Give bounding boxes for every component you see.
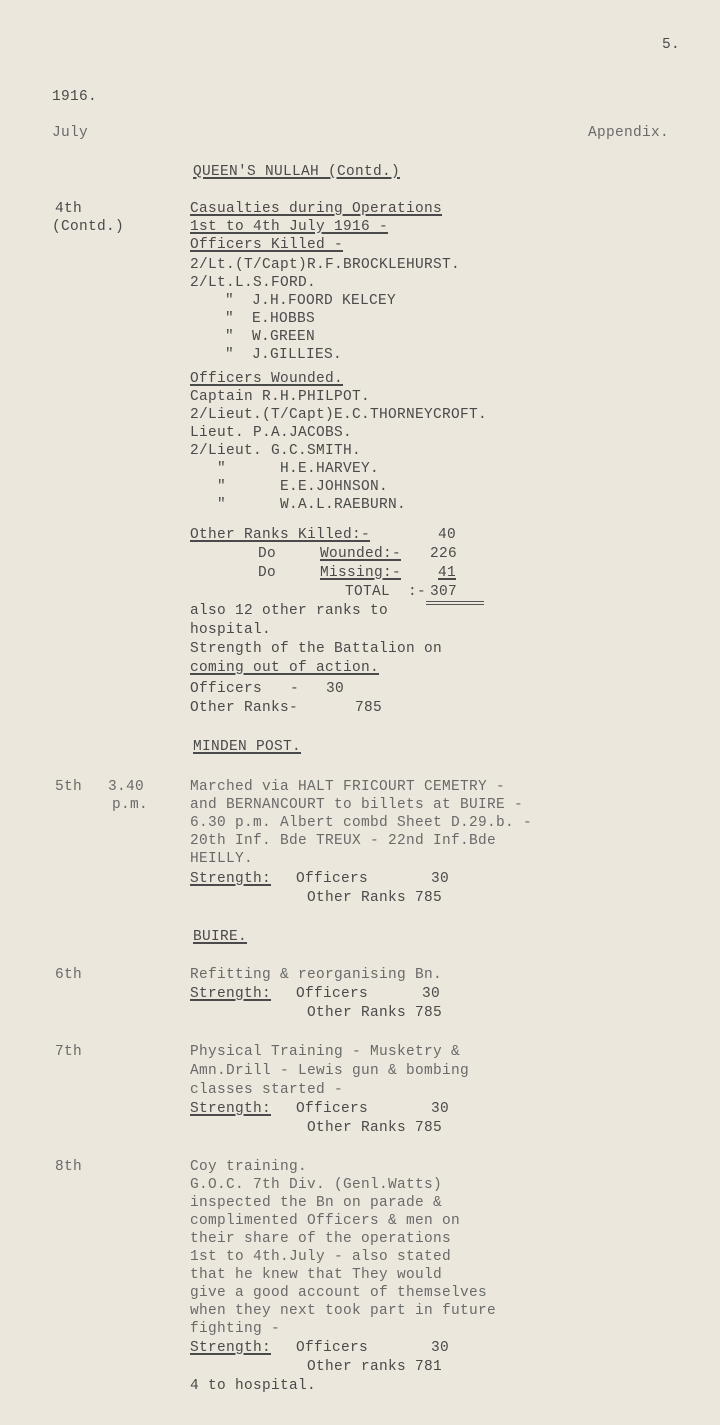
entry-date-6th: 6th: [55, 967, 83, 983]
wounded-officer: 2/Lieut. G.C.SMITH.: [190, 443, 362, 459]
entry-line: give a good account of themselves: [190, 1285, 488, 1301]
strength-other-label: Other Ranks-: [190, 700, 299, 716]
wounded-officer: Captain R.H.PHILPOT.: [190, 389, 371, 405]
total-double-underline: [426, 601, 484, 602]
entry-line: 1st to 4th.July - also stated: [190, 1249, 452, 1265]
other-ranks-missing-label: Missing:-: [320, 565, 402, 581]
officers-killed-heading: Officers Killed -: [190, 237, 344, 253]
strength-label: Strength:: [190, 1340, 272, 1356]
wounded-officer: " W.A.L.RAEBURN.: [190, 497, 407, 513]
wounded-officer: " E.E.JOHNSON.: [190, 479, 389, 495]
entry-date-7th: 7th: [55, 1044, 83, 1060]
killed-officer: " J.GILLIES.: [207, 347, 343, 363]
entry-time: 3.40: [108, 779, 145, 795]
entry-line: their share of the operations: [190, 1231, 452, 1247]
killed-officer: " J.H.FOORD KELCEY: [207, 293, 397, 309]
year: 1916.: [52, 89, 98, 105]
section-heading-queens-nullah: QUEEN'S NULLAH (Contd.): [193, 164, 401, 180]
strength-other-ranks: Other Ranks 785: [307, 1120, 443, 1136]
other-ranks-total-value: 307: [430, 584, 458, 600]
other-ranks-killed-label: Other Ranks Killed:-: [190, 527, 371, 543]
ditto-label: Do: [258, 546, 277, 562]
appendix-label: Appendix.: [588, 125, 670, 141]
also-hospital-line: also 12 other ranks to: [190, 603, 389, 619]
month: July: [52, 125, 89, 141]
entry-line: 6.30 p.m. Albert combd Sheet D.29.b. -: [190, 815, 533, 831]
other-ranks-total-label: TOTAL :-: [345, 584, 427, 600]
strength-other-ranks: Other Ranks 785: [307, 890, 443, 906]
also-hospital-line: hospital.: [190, 622, 272, 638]
strength-label: Strength:: [190, 871, 272, 887]
entry-line: fighting -: [190, 1321, 281, 1337]
other-ranks-wounded-label: Wounded:-: [320, 546, 402, 562]
entry-line: when they next took part in future: [190, 1303, 497, 1319]
killed-officer: 2/Lt.L.S.FORD.: [190, 275, 317, 291]
strength-other-value: 785: [355, 700, 383, 716]
entry-date-5th: 5th: [55, 779, 83, 795]
total-double-underline: [426, 604, 484, 605]
entry-line: Physical Training - Musketry &: [190, 1044, 461, 1060]
entry-line: inspected the Bn on parade &: [190, 1195, 443, 1211]
entry-date-note: (Contd.): [52, 219, 125, 235]
wounded-officer: " H.E.HARVEY.: [190, 461, 380, 477]
entry-line: Coy training.: [190, 1159, 308, 1175]
section-heading-buire: BUIRE.: [193, 929, 248, 945]
hospital-note: 4 to hospital.: [190, 1378, 317, 1394]
entry-line: and BERNANCOURT to billets at BUIRE -: [190, 797, 524, 813]
casualties-heading-2: 1st to 4th July 1916 -: [190, 219, 389, 235]
other-ranks-wounded-value: 226: [430, 546, 458, 562]
entry-line: complimented Officers & men on: [190, 1213, 461, 1229]
casualties-heading-1: Casualties during Operations: [190, 201, 443, 217]
entry-line: HEILLY.: [190, 851, 254, 867]
strength-officers-label: Officers: [190, 681, 263, 697]
strength-officers: Officers 30: [287, 986, 441, 1002]
other-ranks-killed-value: 40: [438, 527, 457, 543]
entry-line: Refitting & reorganising Bn.: [190, 967, 443, 983]
killed-officer: 2/Lt.(T/Capt)R.F.BROCKLEHURST.: [190, 257, 461, 273]
entry-line: Marched via HALT FRICOURT CEMETRY -: [190, 779, 506, 795]
ditto-label: Do: [258, 565, 277, 581]
strength-label: Strength:: [190, 1101, 272, 1117]
strength-other-ranks: Other Ranks 785: [307, 1005, 443, 1021]
entry-line: 20th Inf. Bde TREUX - 22nd Inf.Bde: [190, 833, 497, 849]
killed-officer: " E.HOBBS: [207, 311, 316, 327]
strength-other-ranks: Other ranks 781: [307, 1359, 443, 1375]
entry-line: Amn.Drill - Lewis gun & bombing: [190, 1063, 470, 1079]
entry-line: that he knew that They would: [190, 1267, 443, 1283]
strength-officers-value: - 30: [290, 681, 345, 697]
section-heading-minden-post: MINDEN POST.: [193, 739, 302, 755]
entry-time: p.m.: [112, 797, 149, 813]
wounded-officer: Lieut. P.A.JACOBS.: [190, 425, 353, 441]
officers-wounded-heading: Officers Wounded.: [190, 371, 344, 387]
entry-line: G.O.C. 7th Div. (Genl.Watts): [190, 1177, 443, 1193]
other-ranks-missing-value: 41: [438, 565, 457, 581]
wounded-officer: 2/Lieut.(T/Capt)E.C.THORNEYCROFT.: [190, 407, 488, 423]
strength-officers: Officers 30: [287, 1340, 450, 1356]
page-number: 5.: [662, 37, 681, 53]
strength-heading: coming out of action.: [190, 660, 380, 676]
strength-officers: Officers 30: [287, 1101, 450, 1117]
strength-officers: Officers 30: [287, 871, 450, 887]
strength-label: Strength:: [190, 986, 272, 1002]
entry-line: classes started -: [190, 1082, 344, 1098]
entry-date-8th: 8th: [55, 1159, 83, 1175]
entry-date-4th: 4th: [55, 201, 83, 217]
strength-heading: Strength of the Battalion on: [190, 641, 443, 657]
killed-officer: " W.GREEN: [207, 329, 316, 345]
